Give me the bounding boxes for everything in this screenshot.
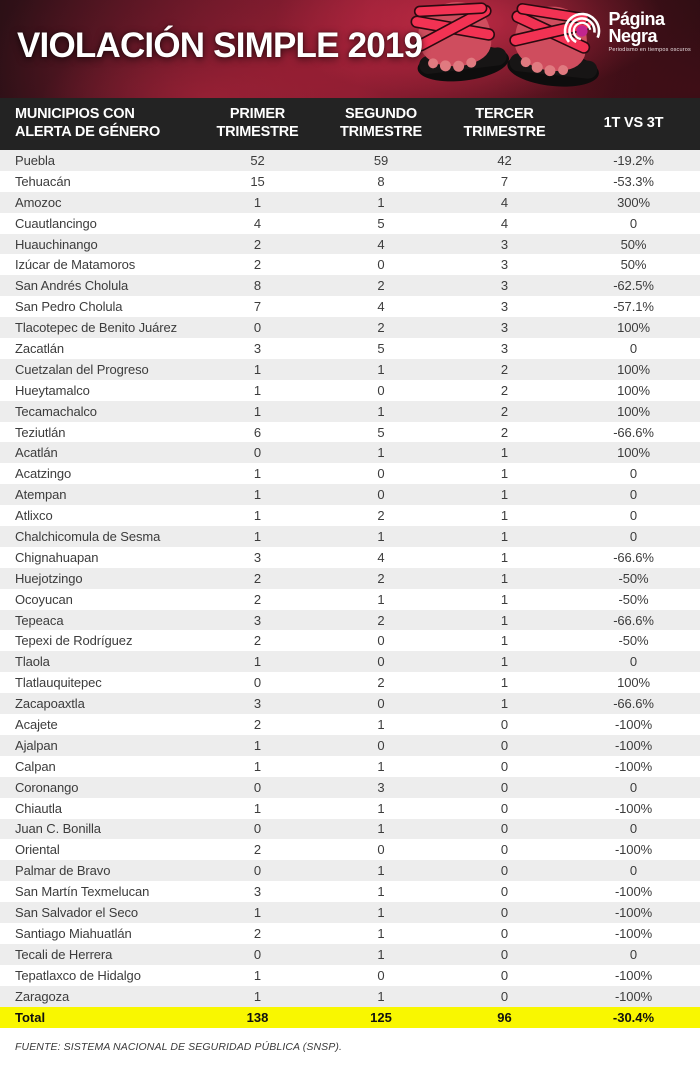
change-value: -66.6%	[613, 612, 654, 628]
table-row	[0, 401, 700, 422]
q1-value: 3	[253, 340, 262, 356]
change-value: 0	[629, 466, 638, 482]
municipality-name: Chalchicomula de Sesma	[15, 528, 161, 544]
municipality-name: Palmar de Bravo	[15, 863, 111, 879]
change-value: -100%	[614, 988, 653, 1004]
municipality-name: Santiago Miahuatlán	[15, 925, 132, 941]
table-row	[0, 171, 700, 192]
q2-value: 0	[377, 382, 385, 398]
table-row	[0, 630, 700, 651]
table-row	[0, 777, 700, 798]
change-value: 0	[629, 654, 638, 670]
q2-value: 0	[377, 737, 385, 753]
table-row	[0, 442, 700, 463]
q2-value: 0	[377, 257, 385, 273]
q2-value: 2	[377, 612, 385, 628]
change-value: -100%	[614, 967, 653, 983]
q2-value: 1	[377, 800, 385, 816]
municipality-name: Izúcar de Matamoros	[15, 257, 136, 273]
table-row	[0, 192, 700, 213]
q2-value: 1	[377, 884, 385, 900]
q1-value: 3	[253, 612, 262, 628]
table-row	[0, 902, 700, 923]
q2-value: 8	[377, 173, 385, 189]
change-value: -100%	[614, 758, 653, 774]
change-value: -100%	[614, 716, 653, 732]
q1-value: 1	[253, 382, 262, 398]
q2-value: 0	[377, 842, 385, 858]
q2-value: 1	[377, 591, 385, 607]
municipality-name: Tepatlaxco de Hidalgo	[15, 967, 141, 983]
change-value: -66.6%	[613, 696, 654, 712]
table-row	[0, 359, 700, 380]
logo-tagline: Periodismo en tiempos oscuros	[608, 47, 691, 54]
table-row	[0, 380, 700, 401]
q1-value: 0	[253, 445, 262, 461]
municipality-name: San Pedro Cholula	[15, 299, 123, 315]
q3-value: 4	[500, 215, 509, 231]
q2-value: 1	[377, 445, 385, 461]
change-value: 0	[629, 508, 638, 524]
q1-value: 3	[253, 549, 262, 565]
q3-value: 1	[500, 675, 509, 691]
footer	[0, 1028, 700, 1055]
table-row	[0, 819, 700, 840]
total-q1-value: 138	[246, 1009, 269, 1025]
municipality-name: Tecamachalco	[15, 403, 97, 419]
municipality-name: Ajalpan	[15, 737, 58, 753]
logo	[562, 11, 691, 53]
municipality-name: Zacapoaxtla	[15, 696, 85, 712]
q2-value: 1	[377, 946, 385, 962]
q1-value: 1	[253, 508, 262, 524]
table-row	[0, 254, 700, 275]
q2-value: 2	[377, 278, 385, 294]
municipality-name: San Andrés Cholula	[15, 278, 129, 294]
q3-value: 2	[500, 403, 509, 419]
q1-value: 1	[253, 528, 262, 544]
q1-value: 52	[250, 152, 265, 168]
q2-value: 59	[373, 152, 389, 168]
change-value: 0	[629, 821, 638, 837]
q1-value: 2	[253, 570, 262, 586]
change-value: 0	[629, 487, 638, 503]
q3-value: 0	[500, 821, 509, 837]
table-row	[0, 986, 700, 1007]
q3-value: 0	[500, 863, 509, 879]
q3-value: 3	[500, 299, 509, 315]
q1-value: 7	[253, 299, 262, 315]
header-cell-municipios: MUNICIPIOS CON ALERTA DE GÉNERO	[15, 106, 161, 140]
source-note: FUENTE: SISTEMA NACIONAL DE SEGURIDAD PÚBLICA (SNSP).	[15, 1040, 342, 1053]
municipality-name: Tlatlauquitepec	[15, 675, 102, 691]
table-row	[0, 213, 700, 234]
municipality-name: San Martín Texmelucan	[15, 884, 150, 900]
q2-value: 1	[377, 361, 385, 377]
table-row	[0, 484, 700, 505]
q3-value: 1	[500, 570, 509, 586]
change-value: -100%	[614, 905, 653, 920]
table-row	[0, 505, 700, 526]
q1-value: 1	[253, 800, 262, 816]
q3-value: 0	[500, 884, 509, 900]
municipality-name: Tehuacán	[15, 173, 71, 189]
change-value: 0	[629, 340, 638, 356]
q3-value: 0	[500, 800, 509, 816]
table-row	[0, 610, 700, 631]
q1-value: 2	[253, 591, 262, 607]
q2-value: 1	[377, 925, 385, 941]
table-row	[0, 150, 700, 171]
change-value: 0	[629, 946, 638, 962]
q2-value: 5	[377, 215, 385, 231]
table-row	[0, 589, 700, 610]
q1-value: 2	[253, 236, 262, 252]
table-row	[0, 693, 700, 714]
change-value: -100%	[614, 842, 653, 858]
q1-value: 3	[253, 696, 262, 712]
q3-value: 3	[500, 320, 509, 336]
change-value: 50%	[620, 236, 647, 252]
q2-value: 0	[377, 466, 385, 482]
table-row	[0, 463, 700, 484]
total-row	[0, 1007, 700, 1028]
municipality-name: Tecali de Herrera	[15, 946, 113, 962]
q3-value: 1	[500, 445, 509, 461]
q3-value: 1	[500, 591, 509, 607]
q1-value: 1	[253, 466, 262, 482]
logo-text	[608, 11, 691, 53]
q2-value: 1	[377, 403, 385, 419]
municipality-name: Juan C. Bonilla	[15, 821, 101, 837]
table-row	[0, 672, 700, 693]
municipality-name: Acatlán	[15, 445, 58, 461]
municipality-name: Zacatlán	[15, 340, 65, 356]
q1-value: 1	[253, 361, 262, 377]
total-label: Total	[15, 1009, 46, 1025]
q2-value: 4	[377, 299, 385, 315]
q1-value: 1	[253, 988, 262, 1004]
q1-value: 2	[253, 842, 262, 858]
change-value: 100%	[617, 320, 650, 336]
table-row	[0, 860, 700, 881]
header-photo	[0, 0, 700, 98]
change-value: 100%	[617, 382, 650, 398]
q3-value: 1	[500, 633, 509, 649]
municipality-name: Puebla	[15, 152, 55, 168]
q3-value: 0	[500, 842, 509, 858]
q2-value: 5	[377, 340, 385, 356]
q2-value: 1	[377, 821, 385, 837]
change-value: 0	[629, 779, 638, 795]
table-row	[0, 944, 700, 965]
q3-value: 1	[500, 696, 509, 712]
q2-value: 0	[377, 654, 385, 670]
change-value: -50%	[618, 570, 649, 586]
change-value: 300%	[617, 194, 650, 210]
q1-value: 0	[253, 320, 262, 336]
change-value: 100%	[617, 361, 650, 377]
q1-value: 2	[253, 716, 262, 732]
total-q2-value: 125	[370, 1009, 392, 1025]
municipality-name: Acatzingo	[15, 466, 72, 482]
municipality-name: Tepeaca	[15, 612, 64, 628]
table-row	[0, 275, 700, 296]
table-row	[0, 338, 700, 359]
q1-value: 3	[253, 884, 262, 900]
q2-value: 0	[377, 633, 385, 649]
q1-value: 1	[253, 403, 262, 419]
q1-value: 15	[250, 173, 265, 189]
q3-value: 0	[500, 967, 509, 983]
q3-value: 3	[500, 236, 509, 252]
q3-value: 2	[500, 424, 509, 440]
municipality-name: Oriental	[15, 842, 60, 858]
q1-value: 2	[253, 925, 262, 941]
q3-value: 0	[500, 716, 509, 732]
q2-value: 4	[377, 549, 385, 565]
table-row	[0, 568, 700, 589]
q2-value: 0	[377, 967, 385, 983]
q2-value: 1	[377, 758, 385, 774]
table-header	[0, 98, 700, 150]
change-value: -66.6%	[613, 424, 654, 440]
q1-value: 6	[253, 424, 262, 440]
municipality-name: Cuetzalan del Progreso	[15, 361, 149, 377]
q2-value: 1	[377, 988, 385, 1004]
change-value: 0	[629, 528, 638, 544]
table-row	[0, 881, 700, 902]
municipality-name: Cuautlancingo	[15, 215, 97, 231]
q3-value: 0	[500, 925, 509, 941]
logo-name-line1: Página	[608, 9, 665, 29]
total-q3-value: 96	[497, 1009, 512, 1025]
q2-value: 3	[377, 779, 385, 795]
q3-value: 1	[500, 549, 509, 565]
municipality-name: Tlacotepec de Benito Juárez	[15, 320, 178, 336]
q2-value: 2	[377, 508, 385, 524]
q2-value: 0	[377, 487, 385, 503]
q1-value: 1	[253, 194, 262, 210]
table-row	[0, 651, 700, 672]
q2-value: 1	[377, 194, 385, 210]
q3-value: 4	[500, 194, 509, 210]
change-value: -62.5%	[613, 278, 654, 294]
table-row	[0, 547, 700, 568]
table-row	[0, 735, 700, 756]
municipality-name: Chiautla	[15, 800, 62, 816]
municipality-name: San Salvador el Seco	[15, 905, 139, 920]
q3-value: 0	[500, 988, 509, 1004]
table-row	[0, 422, 700, 443]
table-row	[0, 923, 700, 944]
table-row	[0, 965, 700, 986]
header-cell-segundo-trimestre: SEGUNDO TRIMESTRE	[340, 106, 422, 140]
q1-value: 1	[253, 654, 262, 670]
change-value: -19.2%	[613, 152, 654, 168]
q2-value: 1	[377, 716, 385, 732]
q2-value: 2	[377, 570, 385, 586]
q3-value: 2	[500, 361, 509, 377]
municipality-name: Hueytamalco	[15, 382, 90, 398]
q2-value: 1	[377, 528, 385, 544]
municipality-name: Coronango	[15, 779, 79, 795]
municipality-name: Ocoyucan	[15, 591, 73, 607]
q1-value: 0	[253, 946, 262, 962]
q1-value: 8	[253, 278, 262, 294]
municipality-name: Tlaola	[15, 654, 50, 670]
q3-value: 2	[500, 382, 509, 398]
q3-value: 3	[500, 340, 509, 356]
q1-value: 2	[253, 633, 262, 649]
q3-value: 3	[500, 278, 509, 294]
change-value: 100%	[617, 403, 650, 419]
municipality-name: Atlixco	[15, 508, 53, 524]
q1-value: 0	[253, 779, 262, 795]
q1-value: 1	[253, 737, 262, 753]
q3-value: 1	[500, 612, 509, 628]
header-cell-primer-trimestre: PRIMER TRIMESTRE	[216, 106, 299, 140]
table-rows	[0, 150, 700, 1007]
municipality-name: Teziutlán	[15, 424, 66, 440]
q2-value: 1	[377, 905, 385, 920]
change-value: 0	[629, 215, 638, 231]
q3-value: 0	[500, 758, 509, 774]
q1-value: 1	[253, 967, 262, 983]
change-value: -50%	[618, 591, 649, 607]
q3-value: 1	[500, 508, 509, 524]
q2-value: 2	[377, 675, 385, 691]
table-row	[0, 296, 700, 317]
change-value: -57.1%	[613, 299, 654, 315]
q3-value: 0	[500, 946, 509, 962]
logo-name-line2: Negra	[608, 25, 657, 46]
table-row	[0, 714, 700, 735]
change-value: -100%	[614, 800, 653, 816]
q2-value: 1	[377, 863, 385, 879]
q3-value: 0	[500, 737, 509, 753]
q2-value: 4	[377, 236, 385, 252]
q3-value: 3	[500, 257, 509, 273]
change-value: -100%	[614, 884, 653, 900]
logo-icon	[562, 11, 602, 51]
q3-value: 1	[500, 466, 509, 482]
municipality-name: Atempan	[15, 487, 67, 503]
q1-value: 2	[253, 257, 262, 273]
q1-value: 0	[253, 863, 262, 879]
table-row	[0, 756, 700, 777]
change-value: -100%	[614, 737, 653, 753]
change-value: -53.3%	[613, 173, 654, 189]
q2-value: 5	[377, 424, 385, 440]
table-row	[0, 526, 700, 547]
table-row	[0, 234, 700, 255]
q2-value: 0	[377, 696, 385, 712]
q3-value: 42	[497, 152, 512, 168]
total-change-value: -30.4%	[612, 1009, 655, 1025]
change-value: -50%	[618, 633, 649, 649]
q3-value: 0	[500, 905, 509, 920]
municipality-name: Huauchinango	[15, 236, 98, 252]
q1-value: 1	[253, 758, 262, 774]
change-value: -100%	[614, 925, 653, 941]
q2-value: 2	[377, 320, 385, 336]
q3-value: 1	[500, 487, 509, 503]
municipality-name: Tepexi de Rodríguez	[15, 633, 133, 649]
q3-value: 1	[500, 528, 509, 544]
change-value: 100%	[617, 675, 650, 691]
q3-value: 0	[500, 779, 509, 795]
table-row	[0, 839, 700, 860]
municipality-name: Calpan	[15, 758, 56, 774]
change-value: -66.6%	[613, 549, 654, 565]
table-row	[0, 317, 700, 338]
q1-value: 1	[253, 487, 262, 503]
municipality-name: Zaragoza	[15, 988, 70, 1004]
q1-value: 4	[253, 215, 262, 231]
change-value: 100%	[617, 445, 650, 461]
header-cell-tercer-trimestre: TERCER TRIMESTRE	[463, 106, 546, 140]
municipality-name: Acajete	[15, 716, 58, 732]
q3-value: 7	[500, 173, 509, 189]
change-value: 0	[629, 863, 638, 879]
q1-value: 1	[253, 905, 262, 920]
q3-value: 1	[500, 654, 509, 670]
municipality-name: Chignahuapan	[15, 549, 99, 565]
q1-value: 0	[253, 821, 262, 837]
municipality-name: Huejotzingo	[15, 570, 83, 586]
table-row	[0, 798, 700, 819]
change-value: 50%	[620, 257, 647, 273]
header-cell-1t-vs-3t: 1T VS 3T	[603, 115, 664, 132]
page-title: VIOLACIÓN SIMPLE 2019	[17, 26, 423, 65]
q1-value: 0	[253, 675, 262, 691]
municipality-name: Amozoc	[15, 194, 62, 210]
